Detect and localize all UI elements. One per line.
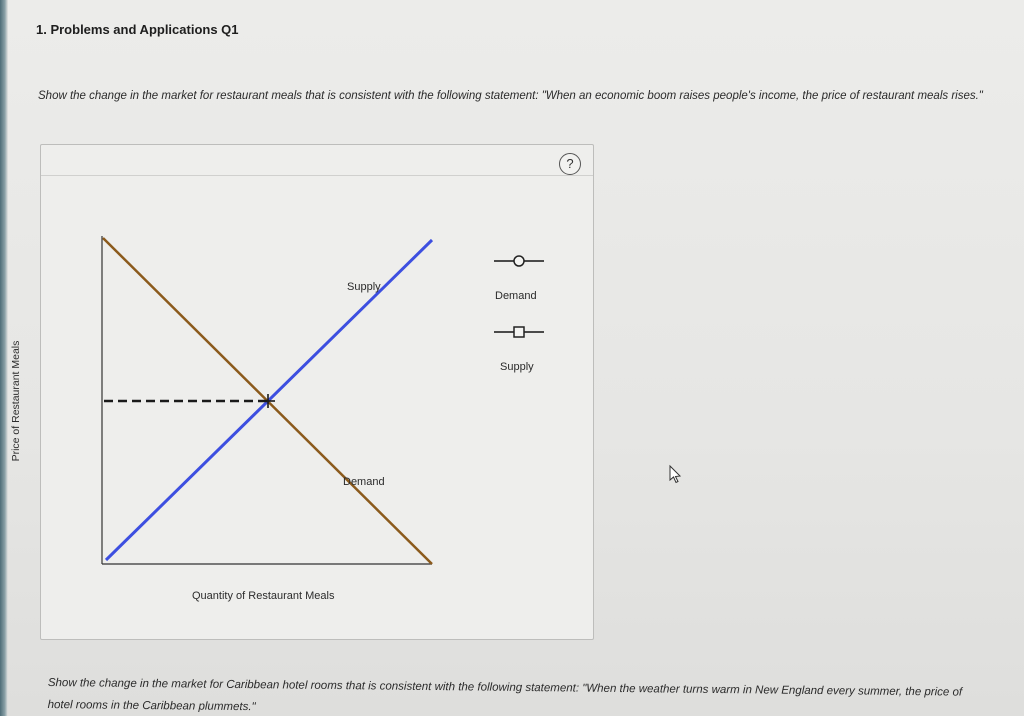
next-question-prompt: Show the change in the market for Caribbean hotel rooms that is consistent with the following statement: "When the weather turns warm in New England every summer, the price of hotel rooms in the Caribbean plummets."	[47, 676, 963, 714]
mouse-cursor-icon	[670, 466, 680, 483]
y-axis-label: Price of Restaurant Meals	[10, 340, 22, 462]
x-axis-label: Quantity of Restaurant Meals	[192, 590, 335, 602]
demand-curve-label: Demand	[343, 476, 385, 488]
demand-tool-label[interactable]: Demand	[495, 290, 537, 302]
question-title: 1. Problems and Applications Q1	[36, 22, 239, 37]
supply-tool-label[interactable]: Supply	[500, 361, 534, 373]
supply-tool-icon[interactable]	[494, 327, 544, 337]
supply-curve-label: Supply	[347, 281, 381, 293]
demand-tool-icon[interactable]	[494, 256, 544, 266]
question-prompt: Show the change in the market for restaurant meals that is consistent with the following statement: "When an economic boom raises people's income, the price of restaurant meals rises."	[38, 90, 983, 102]
help-button[interactable]: ?	[559, 153, 581, 175]
